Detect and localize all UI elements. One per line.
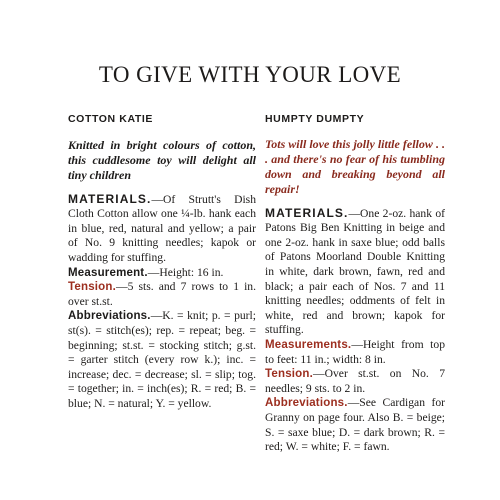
- materials-label: MATERIALS.: [68, 191, 152, 206]
- tension-label: Tension.: [68, 281, 117, 294]
- tension-label: Tension.: [265, 368, 314, 381]
- materials-text: —One 2-oz. hank of Patons Big Ben Knitting in beige and one 2-oz. hank in saxe blue; odd balls of Patons Moorland Double Knitting in white, dark brown, fawn, red and black; a pair each of Nos. 7 and 11 knitting needles; oddments of felt in white, red and brown; kapok for stuffing.: [265, 206, 445, 337]
- abbreviations-text: —K. = knit; p. = purl; st(s). = stitch(es); rep. = repeat; beg. = beginning; st.st. = stocking stitch; g.st. = garter stitch (every row k.); inc. = increase; dec. = decrease; sl. = slip; tog. = together; in. = inch(es); R. = red; B. = blue; N. = natural; Y. = yellow.: [68, 309, 256, 410]
- abbreviations-label: Abbreviations.: [265, 397, 348, 410]
- pattern-intro: Knitted in bright colours of cotton, this cuddlesome toy will delight all tiny children: [68, 137, 256, 182]
- measurements-text: —Height from top to feet: 11 in.; width: 8 in.: [265, 337, 445, 366]
- tension-text: —5 sts. and 7 rows to 1 in. over st.st.: [68, 280, 256, 308]
- tension-section: [68, 280, 256, 309]
- measurement-section: [68, 266, 256, 281]
- page-title: TO GIVE WITH YOUR LOVE: [98, 62, 402, 87]
- column-cotton-katie: [68, 112, 256, 412]
- abbreviations-text: —See Cardigan for Granny on page four. Also B. = beige; S. = saxe blue; D. = dark brown; R. = red; W. = white; F. = fawn.: [265, 396, 445, 454]
- measurement-text: —Height: 16 in.: [147, 265, 224, 279]
- measurement-label: Measurement.: [68, 266, 148, 279]
- tension-text: —Over st.st. on No. 7 needles; 9 sts. to 2 in.: [265, 367, 445, 395]
- measurements-section: [265, 338, 445, 367]
- measurements-label: Measurements.: [265, 338, 352, 351]
- pattern-heading: COTTON KATIE: [68, 113, 153, 125]
- materials-section: [68, 192, 256, 266]
- tension-section: [265, 367, 445, 396]
- pattern-heading: HUMPTY DUMPTY: [265, 113, 365, 125]
- abbreviations-label: Abbreviations.: [68, 310, 151, 323]
- pattern-intro: Tots will love this jolly little fellow . . . and there's no fear of his tumbling down and breaking beyond all repair!: [265, 136, 445, 196]
- materials-text: —Of Strutt's Dish Cloth Cotton allow one ¼-lb. hank each in blue, red, natural and yellow; a pair of No. 9 knitting needles; kapok or wadding for stuffing.: [68, 192, 256, 264]
- abbreviations-section: [68, 309, 256, 411]
- materials-label: MATERIALS.: [265, 205, 349, 220]
- abbreviations-section: [265, 396, 445, 454]
- column-humpty-dumpty: [265, 112, 445, 455]
- materials-section: [265, 206, 445, 338]
